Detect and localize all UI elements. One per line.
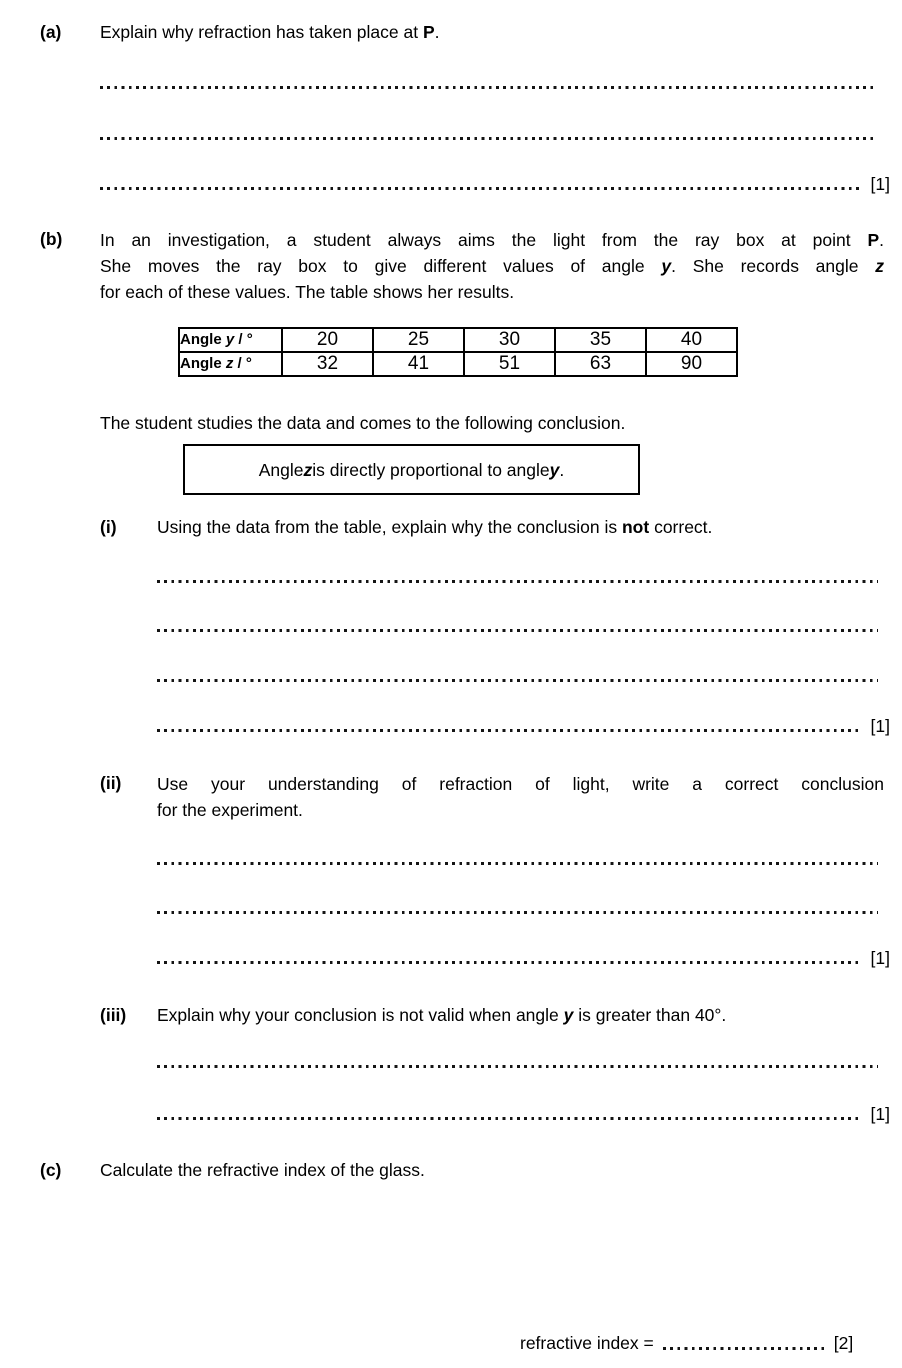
conclusion-period: .: [559, 459, 565, 480]
value-cell: 32: [282, 352, 373, 376]
value-cell: 90: [646, 352, 737, 376]
header-text: Angle: [180, 331, 226, 348]
angle-z-symbol: z: [225, 355, 234, 372]
angle-y-symbol: y: [549, 459, 560, 480]
table-row-angle-z: [179, 352, 737, 376]
angle-z-symbol: z: [303, 459, 313, 480]
answer-line: [157, 668, 878, 684]
marks-badge: [1]: [870, 948, 890, 968]
angle-y-symbol: y: [661, 256, 672, 276]
marks-badge: [2]: [833, 1333, 854, 1353]
answer-line: [157, 851, 878, 867]
header-unit: / °: [234, 331, 253, 348]
intro-line-1: [100, 227, 884, 253]
intro-line-2: [100, 253, 884, 279]
dotted-answer-line: [157, 729, 860, 732]
intro-text: .: [879, 230, 884, 250]
dotted-answer-line: [157, 629, 878, 632]
part-a-prompt-period: .: [434, 22, 440, 42]
part-c-label: (c): [40, 1160, 62, 1180]
intro-text: . She records angle: [671, 256, 876, 276]
dotted-answer-line: [157, 580, 878, 583]
intro-line-3: for each of these values. The table shows her results.: [100, 282, 515, 302]
angle-z-symbol: z: [875, 256, 884, 276]
studies-statement: The student studies the data and comes to the following conclusion.: [100, 413, 626, 433]
answer-line: [100, 75, 877, 91]
value-cell: 30: [464, 328, 555, 352]
answer-line: [157, 1106, 890, 1122]
part-c-prompt: Calculate the refractive index of the glass.: [100, 1160, 425, 1180]
prompt-text: Explain why your conclusion is not valid when angle: [157, 1005, 564, 1025]
dotted-answer-line: [157, 961, 860, 964]
angle-y-symbol: y: [225, 331, 235, 348]
intro-text: She moves the ray box to give different values of angle: [100, 256, 662, 276]
angle-y-symbol: y: [563, 1005, 574, 1025]
part-b-intro: [100, 227, 884, 305]
value-cell: 35: [555, 328, 646, 352]
answer-line: [157, 569, 878, 585]
dotted-answer-line: [157, 1065, 878, 1068]
conclusion-box: [183, 444, 640, 495]
value-cell: 40: [646, 328, 737, 352]
intro-text: In an investigation, a student always aims the light from the ray box at point: [100, 230, 868, 250]
conclusion-text: Angle: [258, 459, 304, 480]
refractive-index-answer: [520, 1333, 888, 1353]
part-a-prompt-text: Explain why refraction has taken place at: [100, 22, 423, 42]
prompt-line-1: Use your understanding of refraction of light, write a correct conclusion: [157, 774, 884, 794]
table-row-angle-y: [179, 328, 737, 352]
prompt-text: Using the data from the table, explain why the conclusion is: [157, 517, 622, 537]
answer-line: [157, 1054, 878, 1070]
refractive-index-label: refractive index =: [520, 1333, 654, 1353]
conclusion-text: is directly proportional to angle: [312, 459, 550, 480]
value-cell: 20: [282, 328, 373, 352]
marks-badge: [1]: [870, 174, 890, 194]
part-biii-label: (iii): [100, 1005, 127, 1025]
dotted-answer-line: [100, 137, 877, 140]
part-a-label: (a): [40, 22, 62, 42]
answer-line: [157, 618, 878, 634]
part-bii-label: (ii): [100, 773, 122, 793]
part-bi-label: (i): [100, 517, 117, 537]
part-biii-prompt: [157, 1003, 726, 1027]
marks-badge: [1]: [870, 1104, 890, 1124]
dotted-answer-line: [100, 187, 860, 190]
results-table: [178, 327, 738, 377]
dotted-answer-line: [100, 86, 877, 89]
header-unit: / °: [233, 355, 252, 372]
header-cell-angle-z: [179, 352, 282, 376]
value-cell: 25: [373, 328, 464, 352]
dotted-answer-line: [157, 911, 878, 914]
point-p-bold: P: [867, 230, 880, 250]
prompt-text: is greater than 40°.: [573, 1005, 727, 1025]
point-p-bold: P: [422, 22, 435, 42]
prompt-text: correct.: [649, 517, 713, 537]
answer-line: [100, 126, 877, 142]
dotted-answer-line: [157, 1117, 860, 1120]
dotted-answer-line: [157, 679, 878, 682]
part-bii-prompt: [157, 771, 884, 823]
part-bi-prompt: [157, 515, 712, 539]
answer-line: [157, 718, 890, 734]
answer-line: [157, 900, 878, 916]
part-b-label: (b): [40, 229, 63, 249]
answer-line: [100, 176, 890, 192]
dotted-answer-line: [663, 1347, 825, 1350]
prompt-line-2: for the experiment.: [157, 800, 303, 820]
not-bold: not: [621, 517, 650, 537]
header-text: Angle: [180, 355, 226, 372]
marks-badge: [1]: [870, 716, 890, 736]
value-cell: 51: [464, 352, 555, 376]
dotted-answer-line: [157, 862, 878, 865]
value-cell: 63: [555, 352, 646, 376]
value-cell: 41: [373, 352, 464, 376]
header-cell-angle-y: [179, 328, 282, 352]
part-a-prompt: [100, 20, 440, 44]
answer-line: [157, 950, 890, 966]
